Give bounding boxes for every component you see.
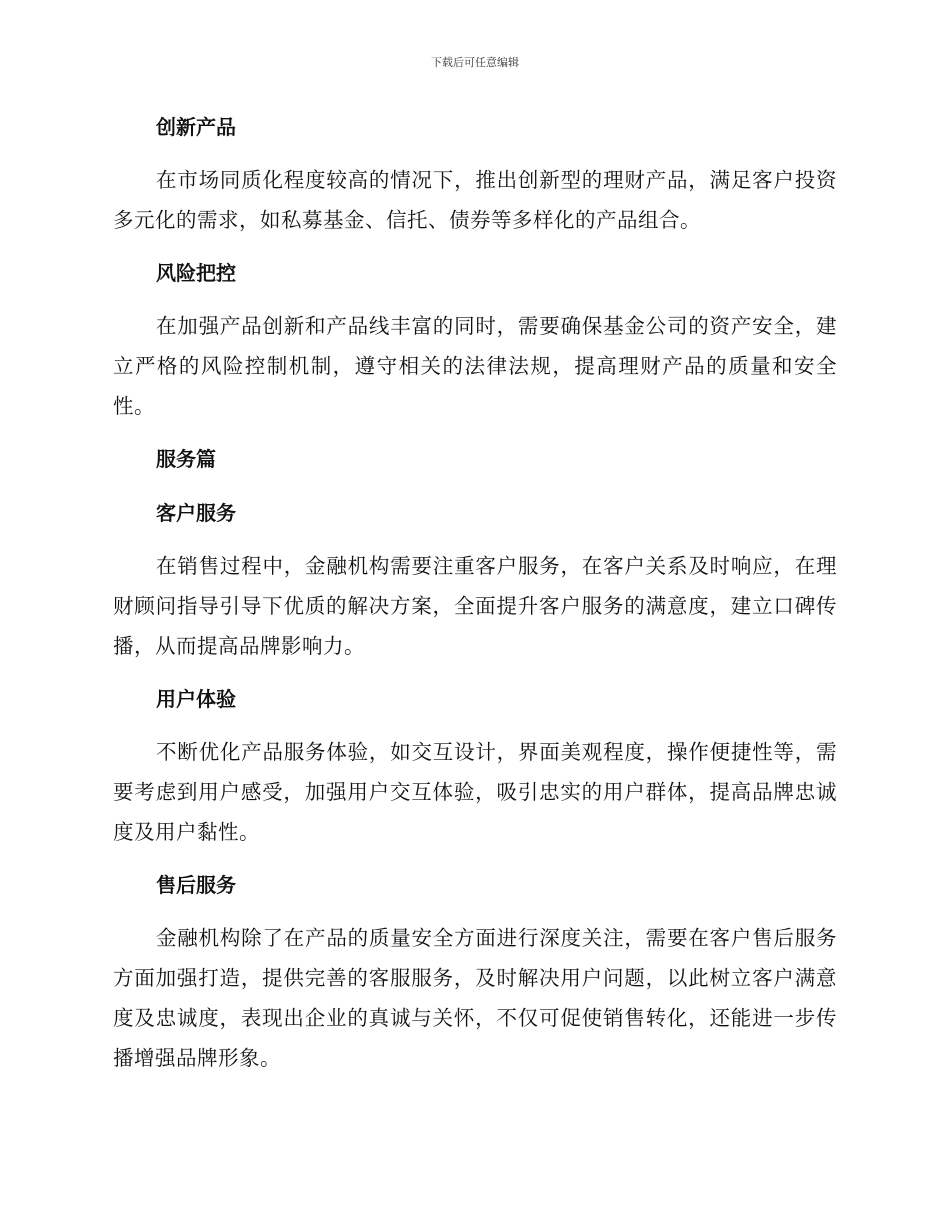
paragraph-risk-control: 在加强产品创新和产品线丰富的同时，需要确保基金公司的资产安全，建立严格的风险控制机制，遵守相关的法律法规，提高理财产品的质量和安全性。 xyxy=(113,314,837,418)
paragraph-after-sales: 金融机构除了在产品的质量安全方面进行深度关注，需要在客户售后服务方面加强打造，提供完善的客服服务，及时解决用户问题，以此树立客户满意度及忠诚度，表现出企业的真诚与关怀，不仅可促使销售转化，还能进一步传播增强品牌形象。 xyxy=(113,926,837,1070)
paragraph-user-experience: 不断优化产品服务体验，如交互设计，界面美观程度，操作便捷性等，需要考虑到用户感受，加强用户交互体验，吸引忠实的用户群体，提高品牌忠诚度及用户黏性。 xyxy=(113,740,837,844)
section-heading-after-sales: 售后服务 xyxy=(156,873,236,897)
chapter-heading-service: 服务篇 xyxy=(156,447,216,471)
section-heading-user-experience: 用户体验 xyxy=(156,687,236,711)
section-heading-innovative-products: 创新产品 xyxy=(156,115,236,139)
paragraph-customer-service: 在销售过程中，金融机构需要注重客户服务，在客户关系及时响应，在理财顾问指导引导下优质的解决方案，全面提升客户服务的满意度，建立口碑传播，从而提高品牌影响力。 xyxy=(113,554,837,658)
document-body xyxy=(113,106,837,1090)
section-heading-customer-service: 客户服务 xyxy=(156,501,236,525)
paragraph-innovative-products: 在市场同质化程度较高的情况下，推出创新型的理财产品，满足客户投资多元化的需求，如私募基金、信托、债券等多样化的产品组合。 xyxy=(113,168,837,232)
section-heading-risk-control: 风险把控 xyxy=(156,261,236,285)
page-header: 下载后可任意编辑 xyxy=(431,56,519,69)
